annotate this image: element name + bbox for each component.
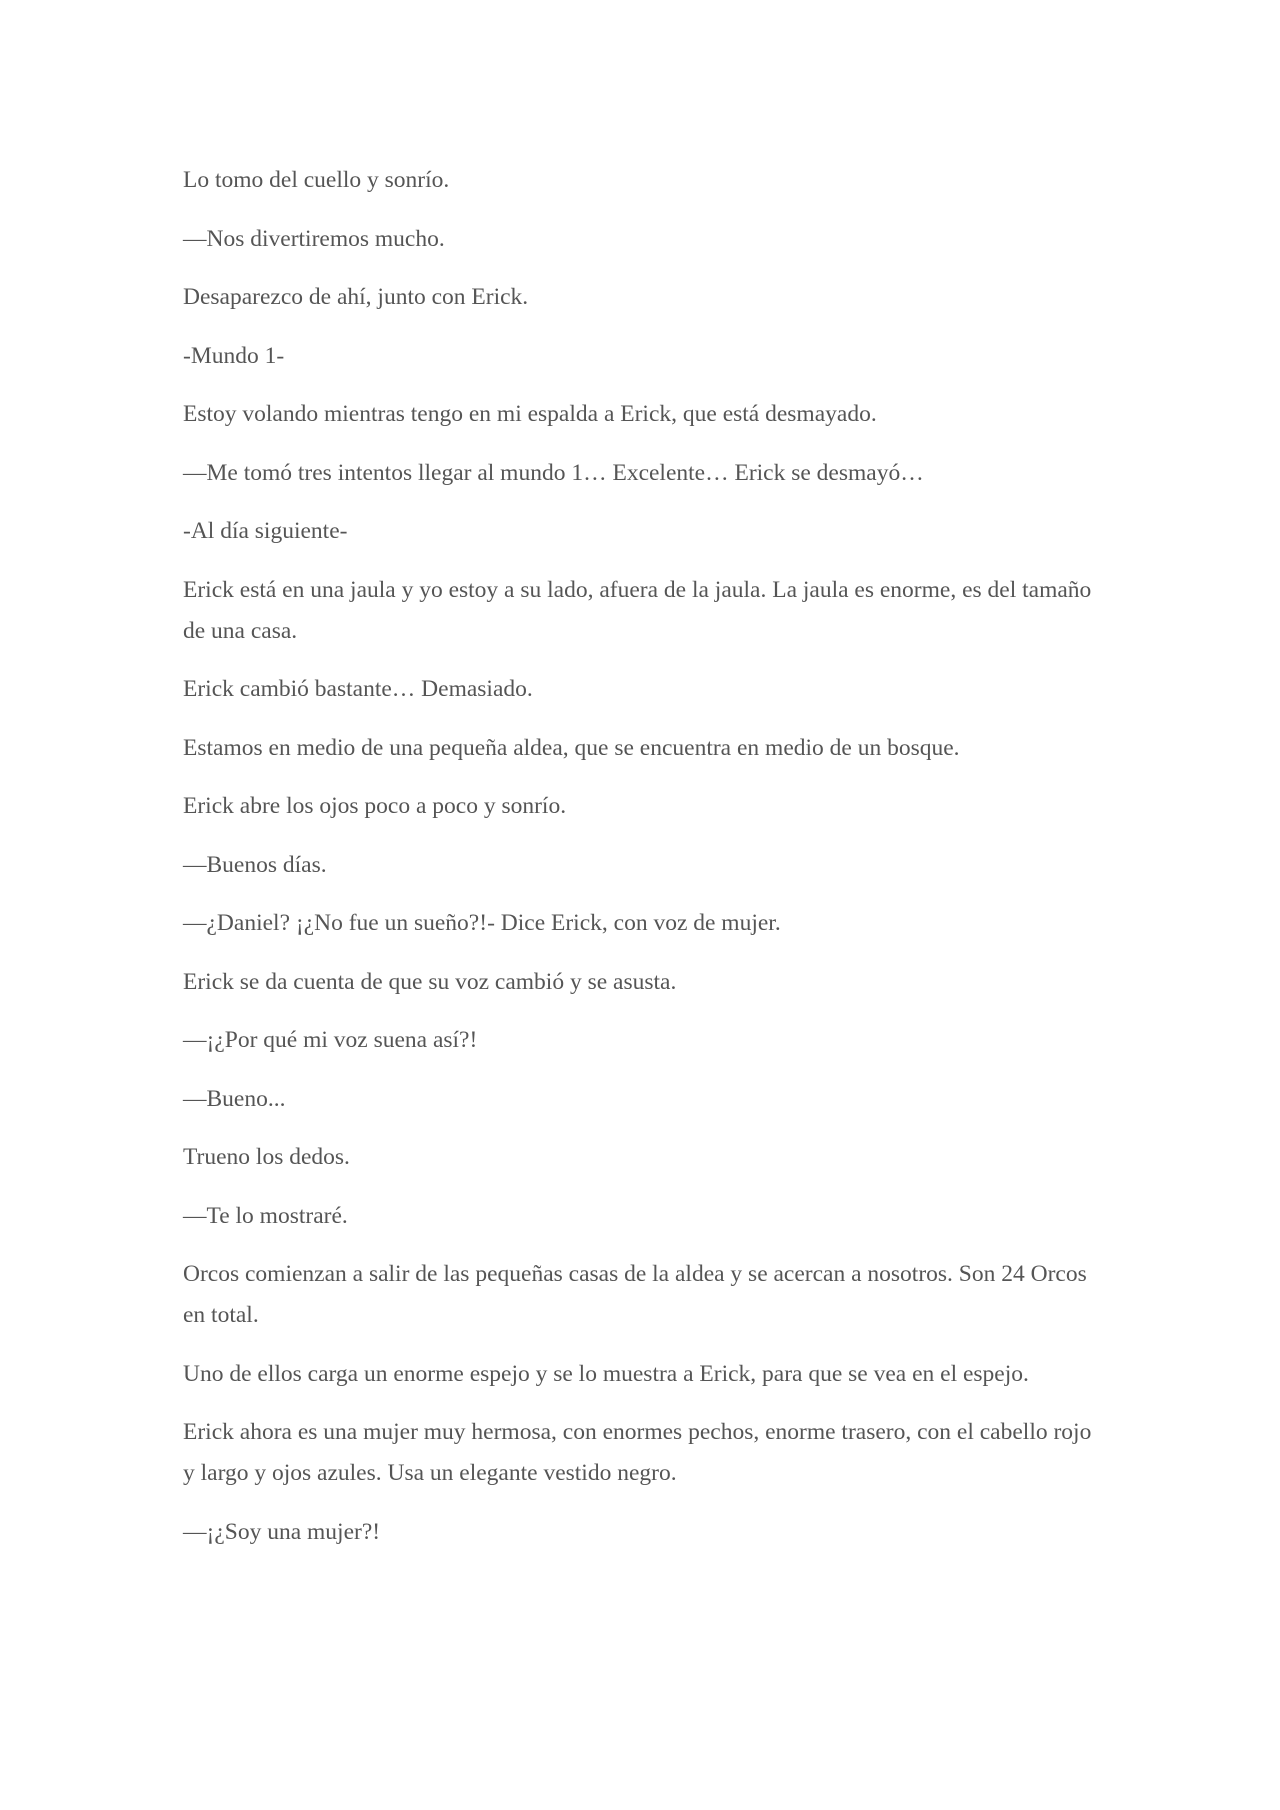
paragraph: —Bueno... xyxy=(183,1085,286,1112)
paragraph: Erick cambió bastante… Demasiado. xyxy=(183,676,533,702)
paragraph: Erick ahora es una mujer muy hermosa, con enormes pechos, enorme trasero, con el cabello rojo y largo y ojos azules. Usa un elegante vestido negro. xyxy=(183,1419,1092,1486)
paragraph: Desaparezco de ahí, junto con Erick. xyxy=(183,284,529,310)
paragraph: Erick abre los ojos poco a poco y sonrío. xyxy=(183,793,567,819)
paragraph: Estoy volando mientras tengo en mi espalda a Erick, que está desmayado. xyxy=(183,401,877,427)
paragraph: Erick está en una jaula y yo estoy a su lado, afuera de la jaula. La jaula es enorme, es del tamaño de una casa. xyxy=(183,576,1092,644)
paragraph: Estamos en medio de una pequeña aldea, que se encuentra en medio de un bosque. xyxy=(183,734,960,761)
paragraph: —Me tomó tres intentos llegar al mundo 1… Excelente… Erick se desmayó… xyxy=(183,459,924,486)
paragraph: Trueno los dedos. xyxy=(183,1144,350,1170)
paragraph: Uno de ellos carga un enorme espejo y se lo muestra a Erick, para que se vea en el espejo. xyxy=(183,1360,1029,1387)
paragraph: —Nos divertiremos mucho. xyxy=(183,225,445,252)
paragraph: Erick se da cuenta de que su voz cambió y se asusta. xyxy=(183,968,677,995)
paragraph: Orcos comienzan a salir de las pequeñas casas de la aldea y se acercan a nosotros. Son 24 Orcos en total. xyxy=(183,1261,1087,1328)
document-body xyxy=(183,160,1093,1570)
paragraph: —¡¿Soy una mujer?! xyxy=(183,1518,381,1545)
section-heading: -Mundo 1- xyxy=(183,342,285,369)
paragraph: —Te lo mostraré. xyxy=(183,1202,348,1229)
paragraph: —¡¿Por qué mi voz suena así?! xyxy=(183,1027,478,1053)
paragraph: —¿Daniel? ¡¿No fue un sueño?!- Dice Erick, con voz de mujer. xyxy=(183,910,781,936)
paragraph: —Buenos días. xyxy=(183,851,327,878)
section-heading: -Al día siguiente- xyxy=(183,518,348,544)
paragraph: Lo tomo del cuello y sonrío. xyxy=(183,167,450,193)
